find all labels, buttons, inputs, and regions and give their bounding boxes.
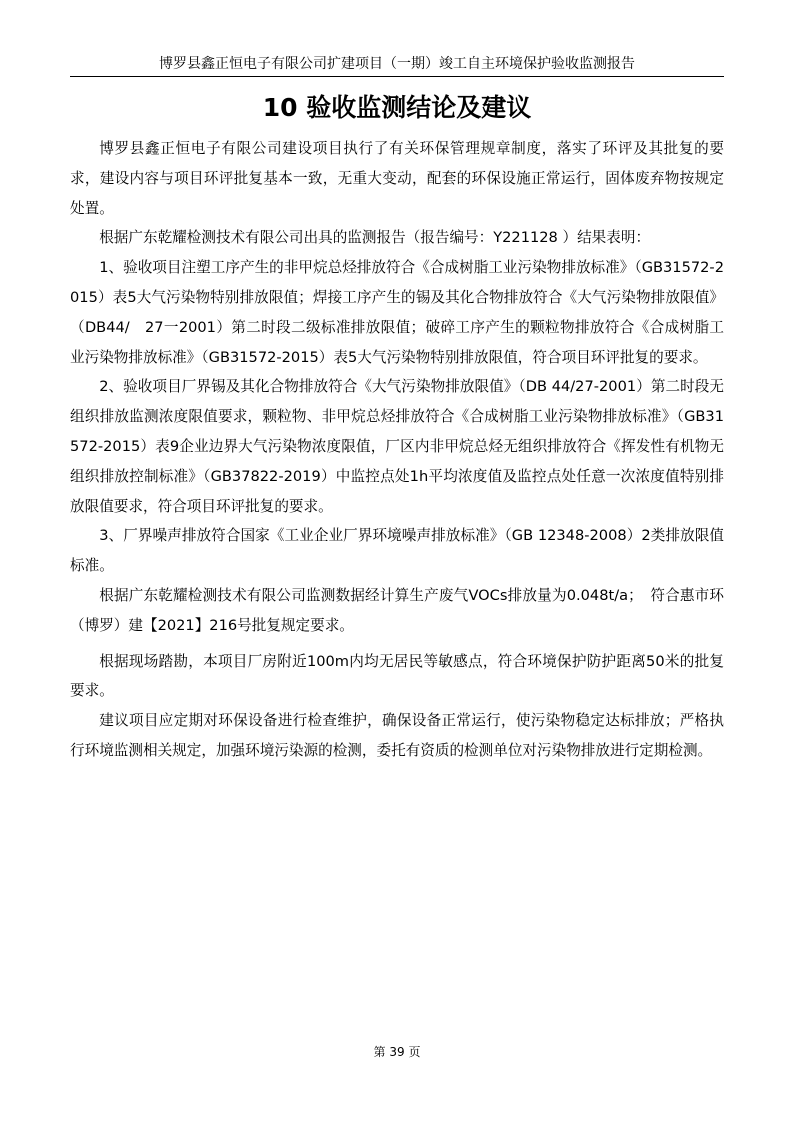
section-title: 10 验收监测结论及建议 xyxy=(262,93,532,122)
page-header: 博罗县鑫正恒电子有限公司扩建项目（一期）竣工自主环境保护验收监测报告 xyxy=(70,52,724,77)
page-number: 第 39 页 xyxy=(373,1045,421,1059)
paragraph-site-survey: 根据现场踏勘，本项目厂房附近100m内均无居民等敏感点，符合环境保护防护距离50米的批复要求。 xyxy=(70,652,724,700)
paragraph-summary: 博罗县鑫正恒电子有限公司建设项目执行了有关环保管理规章制度，落实了环评及其批复的要求，建设内容与项目环评批复基本一致，无重大变动，配套的环保设施正常运行，固体废弃物按规定处置。 xyxy=(70,140,724,217)
paragraph-vocs: 根据广东乾耀检测技术有限公司监测数据经计算生产废气VOCs排放量为0.048t/a； 符合惠市环（博罗）建【2021】216号批复规定要求。 xyxy=(70,586,724,634)
body-content xyxy=(70,134,724,766)
paragraph-item-2: 2、验收项目厂界锡及其化合物排放符合《大气污染物排放限值》（DB 44/27-2001）第二时段无组织排放监测浓度限值要求，颗粒物、非甲烷总烃排放符合《合成树脂工业污染物排放标准》（GB31572-2015）表9企业边界大气污染物浓度限值，厂区内非甲烷总烃无组织排放符合《挥发性有机物无组织排放控制标准》（GB37822-2019）中监控点处1h平均浓度值及监控点处任意一次浓度值特别排放限值要求，符合项目环评批复的要求。 xyxy=(70,378,724,515)
paragraph-item-3: 3、厂界噪声排放符合国家《工业企业厂界环境噪声排放标准》（GB 12348-2008）2类排放限值标准。 xyxy=(70,527,724,575)
paragraph-report-intro: 根据广东乾耀检测技术有限公司出具的监测报告（报告编号：Y221128 ）结果表明： xyxy=(99,229,651,247)
paragraph-suggestion: 建议项目应定期对环保设备进行检查维护，确保设备正常运行，使污染物稳定达标排放；严格执行环境监测相关规定，加强环境污染源的检测，委托有资质的检测单位对污染物排放进行定期检测。 xyxy=(70,712,724,759)
paragraph-item-1: 1、验收项目注塑工序产生的非甲烷总烃排放符合《合成树脂工业污染物排放标准》（GB31572-2015）表5大气污染物特别排放限值；焊接工序产生的锡及其化合物排放符合《大气污染物排放限值》（DB44/ 27一2001）第二时段二级标准排放限值；破碎工序产生的颗粒物排放符合《合成树脂工业污染物排放标准》（GB31572-2015）表5大气污染物特别排放限值，符合项目环评批复的要求。 xyxy=(70,259,724,366)
